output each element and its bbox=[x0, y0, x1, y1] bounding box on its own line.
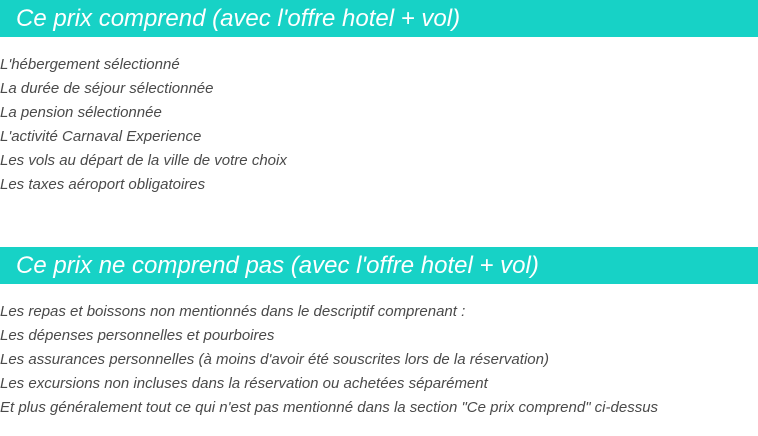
excluded-items-list bbox=[0, 300, 658, 420]
included-item-airport-taxes: Les taxes aéroport obligatoires bbox=[0, 176, 206, 193]
included-item-accommodation: L'hébergement sélectionné bbox=[0, 56, 180, 73]
excluded-item-everything-else: Et plus généralement tout ce qui n'est pas mentionné dans la section "Ce prix comprend" ci-dessus bbox=[0, 399, 659, 416]
excluded-section-title: Ce prix ne comprend pas (avec l'offre hotel + vol) bbox=[0, 247, 758, 284]
excluded-item-excursions: Les excursions non incluses dans la réservation ou achetées séparément bbox=[0, 375, 488, 392]
excluded-item-personal-insurance: Les assurances personnelles (à moins d'avoir été souscrites lors de la réservation) bbox=[0, 351, 549, 368]
included-section-title: Ce prix comprend (avec l'offre hotel + vol) bbox=[0, 0, 758, 37]
included-item-flights: Les vols au départ de la ville de votre choix bbox=[0, 152, 287, 169]
excluded-item-personal-expenses: Les dépenses personnelles et pourboires bbox=[0, 327, 275, 344]
included-item-board: La pension sélectionnée bbox=[0, 104, 162, 121]
excluded-item-meals-drinks: Les repas et boissons non mentionnés dans le descriptif comprenant : bbox=[0, 303, 466, 320]
included-items-list bbox=[0, 53, 287, 197]
included-item-stay-duration: La durée de séjour sélectionnée bbox=[0, 80, 214, 97]
included-item-carnaval-activity: L'activité Carnaval Experience bbox=[0, 128, 202, 145]
